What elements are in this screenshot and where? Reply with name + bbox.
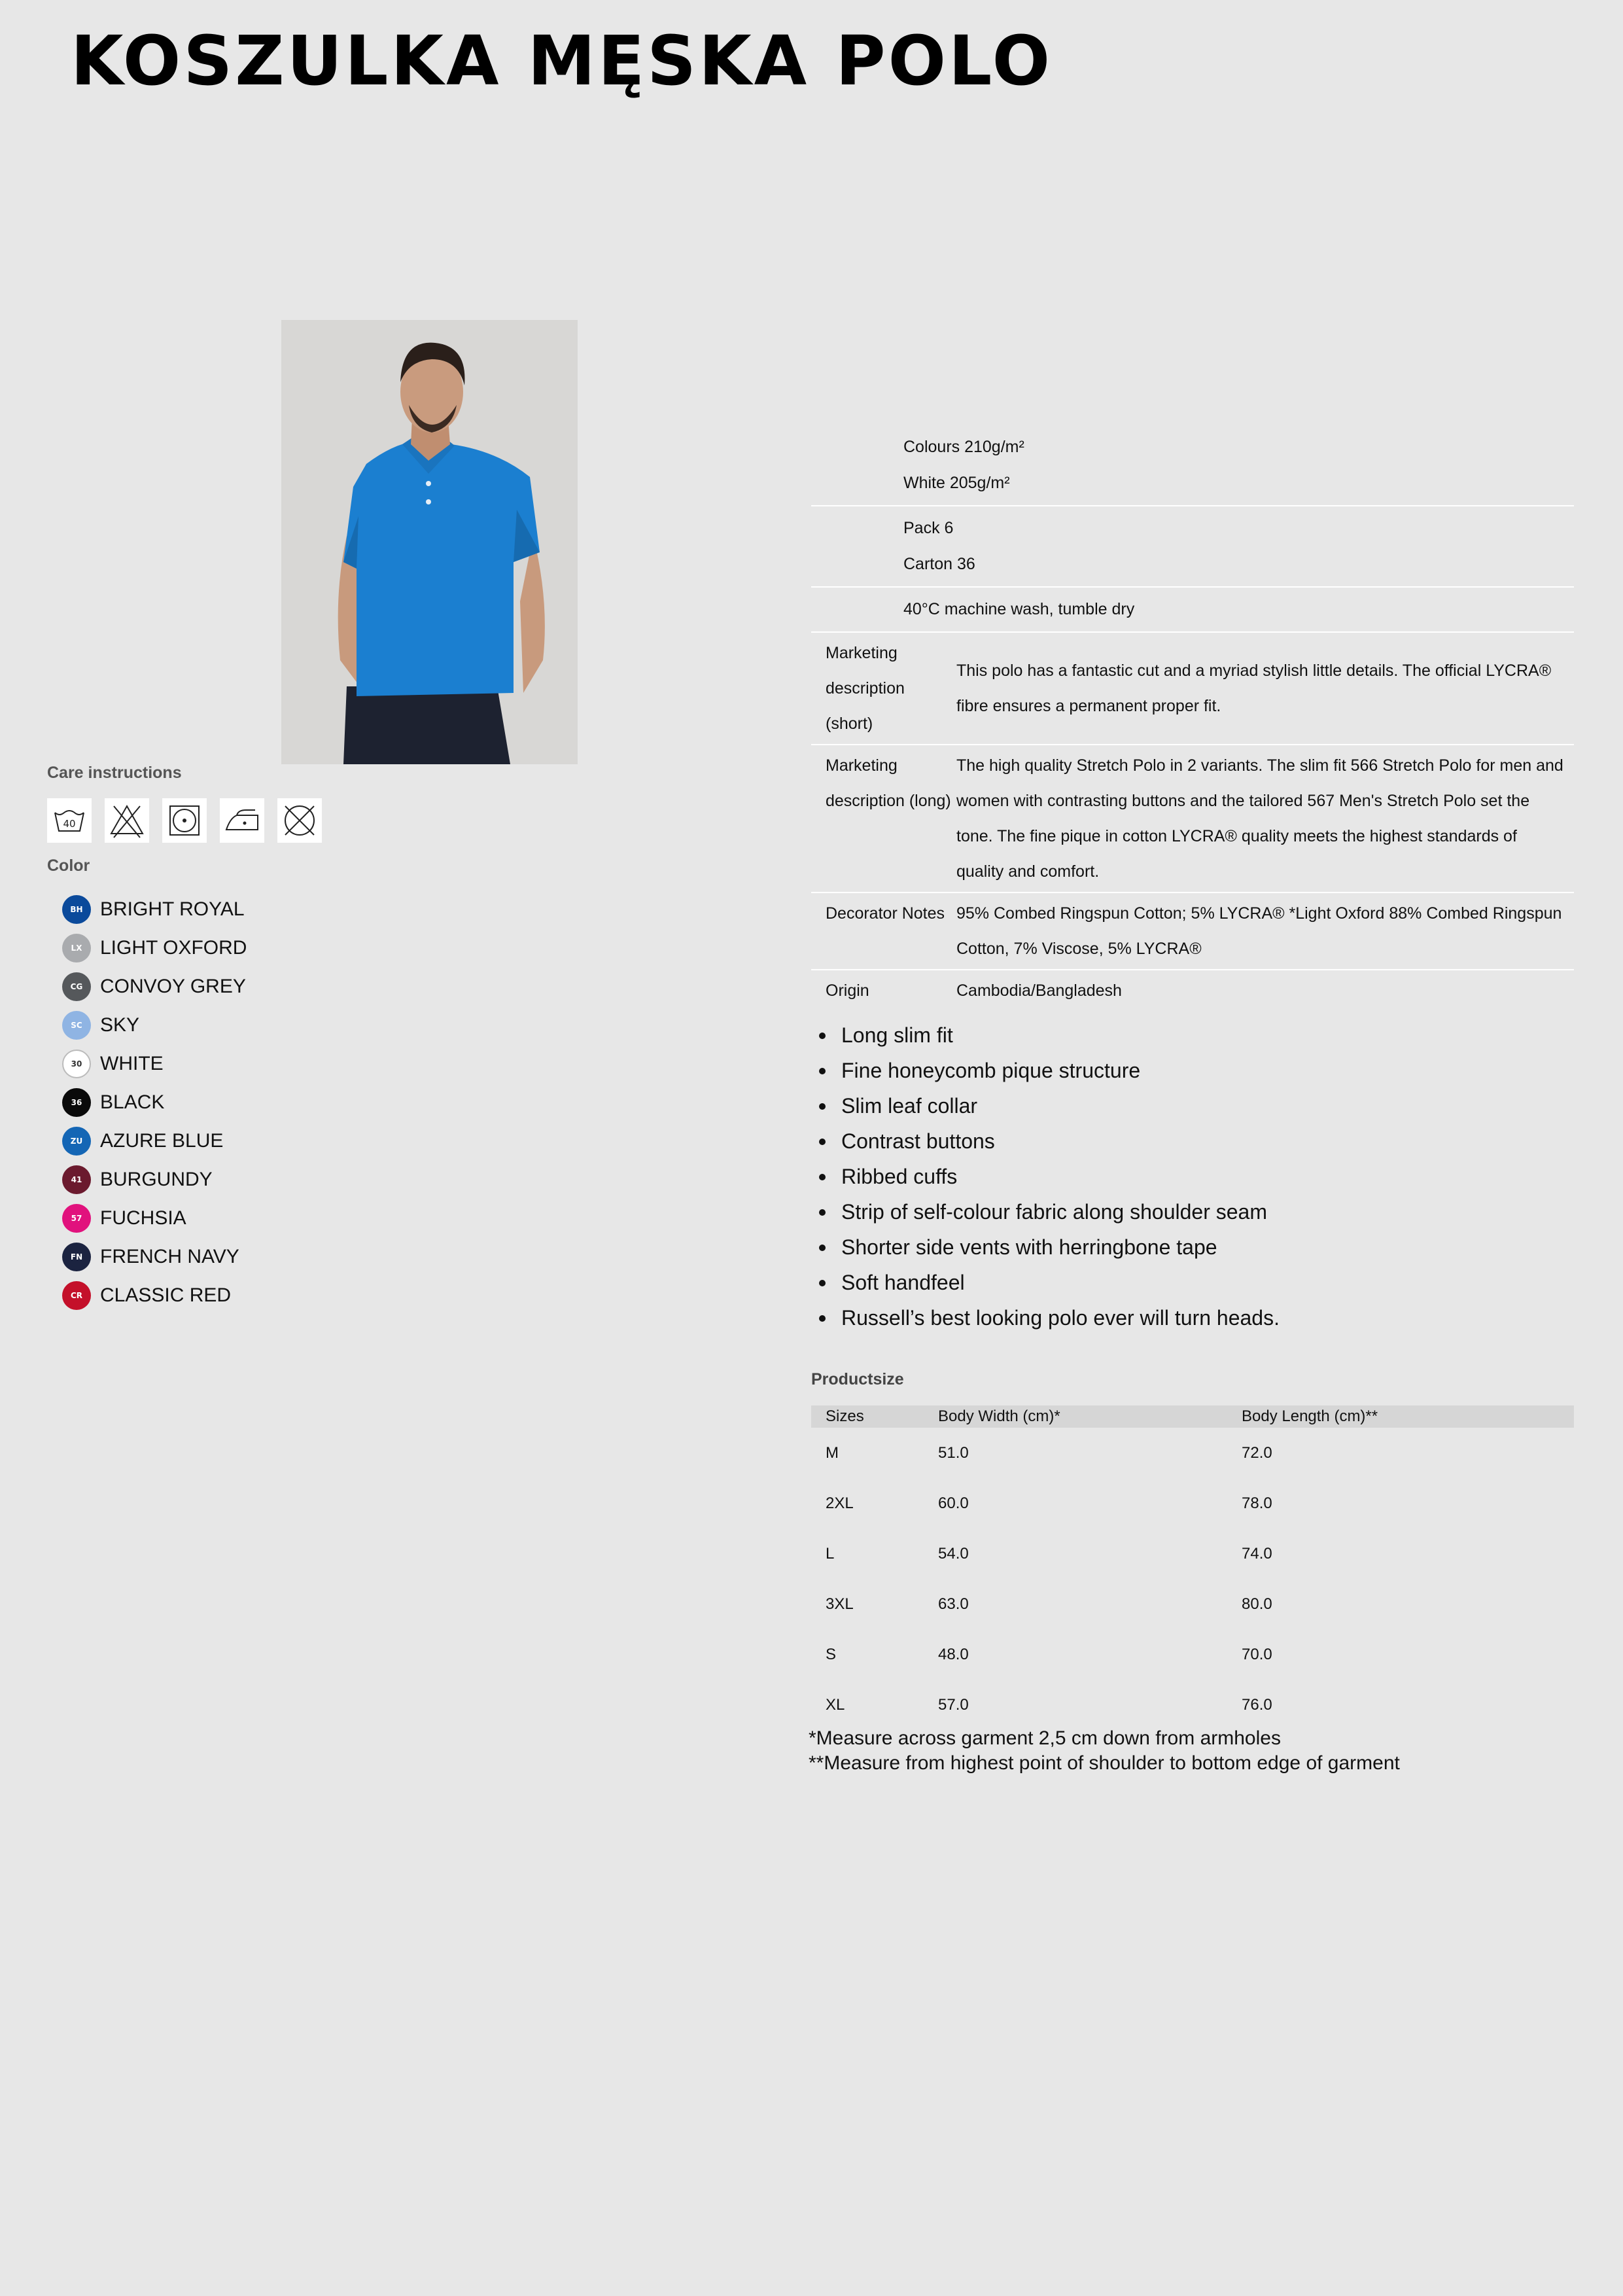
color-option-convoy-grey[interactable] — [62, 967, 247, 1006]
feature-item: Strip of self-colour fabric along shoulder seam — [811, 1194, 1570, 1229]
color-name: FUCHSIA — [100, 1207, 186, 1229]
color-swatch: 57 — [62, 1204, 91, 1233]
spec-value: The high quality Stretch Polo in 2 variants. The slim fit 566 Stretch Polo for men and women with contrasting buttons and the tailored 567 Men's Stretch Polo set the tone. The fine pique in cotton LYCRA® quality meets the highest standards of quality and comfort. — [956, 756, 1563, 881]
color-swatch: 41 — [62, 1165, 91, 1194]
size-cell: L — [826, 1545, 835, 1563]
productsize-heading: Productsize — [811, 1370, 904, 1388]
feature-list — [811, 1017, 1570, 1335]
size-table-header — [811, 1405, 1574, 1428]
spec-value: 95% Combed Ringspun Cotton; 5% LYCRA® *Light Oxford 88% Combed Ringspun Cotton, 7% Viscose, 5% LYCRA® — [956, 904, 1562, 958]
size-table — [811, 1405, 1574, 1730]
color-name: LIGHT OXFORD — [100, 936, 247, 959]
color-swatch: FN — [62, 1243, 91, 1271]
color-name: CLASSIC RED — [100, 1284, 232, 1306]
color-option-fuchsia[interactable] — [62, 1199, 247, 1237]
table-row — [811, 1478, 1574, 1528]
column-header-body-width: Body Width (cm)* — [938, 1407, 1060, 1425]
color-name: FRENCH NAVY — [100, 1245, 239, 1267]
spec-value: This polo has a fantastic cut and a myriad stylish little details. The official LYCRA® fibre ensures a permanent proper fit. — [956, 662, 1552, 715]
color-name: CONVOY GREY — [100, 975, 246, 997]
color-swatch: LX — [62, 934, 91, 963]
carton-size: Carton 36 — [903, 555, 975, 573]
svg-text:40: 40 — [63, 818, 76, 830]
care-icons-row — [47, 798, 322, 843]
feature-item: Slim leaf collar — [811, 1088, 1570, 1123]
column-header-sizes: Sizes — [826, 1407, 864, 1425]
feature-item: Russell’s best looking polo ever will turn heads. — [811, 1300, 1570, 1335]
color-name: SKY — [100, 1014, 140, 1036]
feature-item: Contrast buttons — [811, 1123, 1570, 1159]
table-row — [811, 1528, 1574, 1579]
feature-item: Long slim fit — [811, 1017, 1570, 1053]
color-name: BURGUNDY — [100, 1168, 213, 1190]
spec-label: Marketing description (short) — [826, 644, 905, 733]
packaging-group — [811, 506, 1574, 588]
iron-low-icon — [220, 798, 264, 843]
spec-row-marketing-long — [811, 745, 1574, 893]
width-measure-note: *Measure across garment 2,5 cm down from armholes — [809, 1727, 1281, 1749]
size-cell: XL — [826, 1696, 845, 1714]
color-option-bright-royal[interactable] — [62, 890, 247, 928]
wash-40-icon — [47, 798, 92, 843]
length-cell: 78.0 — [1242, 1494, 1272, 1512]
spec-row-marketing-short — [811, 633, 1574, 745]
color-option-classic-red[interactable] — [62, 1276, 247, 1315]
width-cell: 63.0 — [938, 1595, 969, 1613]
color-swatch: 30 — [62, 1050, 91, 1078]
length-cell: 70.0 — [1242, 1646, 1272, 1663]
feature-item: Fine honeycomb pique structure — [811, 1053, 1570, 1088]
color-option-white[interactable] — [62, 1044, 247, 1083]
color-swatch: CR — [62, 1281, 91, 1310]
weight-group — [811, 425, 1574, 506]
table-row — [811, 1428, 1574, 1478]
length-measure-note: **Measure from highest point of shoulder to bottom edge of garment — [809, 1752, 1400, 1774]
color-name: BRIGHT ROYAL — [100, 898, 245, 920]
width-cell: 51.0 — [938, 1444, 969, 1462]
color-option-burgundy[interactable] — [62, 1160, 247, 1199]
measurement-notes — [809, 1726, 1400, 1776]
color-list — [62, 890, 247, 1315]
weight-colours: Colours 210g/m² — [903, 438, 1024, 456]
length-cell: 80.0 — [1242, 1595, 1272, 1613]
spec-label: Origin — [826, 981, 869, 1000]
color-option-french-navy[interactable] — [62, 1237, 247, 1276]
color-option-light-oxford[interactable] — [62, 928, 247, 967]
spec-label: Decorator Notes — [826, 904, 945, 923]
length-cell: 72.0 — [1242, 1444, 1272, 1462]
length-cell: 74.0 — [1242, 1545, 1272, 1563]
model-in-polo-image — [281, 320, 578, 764]
washing-group — [811, 588, 1574, 633]
size-cell: 3XL — [826, 1595, 854, 1613]
no-bleach-icon — [105, 798, 149, 843]
size-cell: S — [826, 1646, 837, 1663]
page-title: KOSZULKA MĘSKA POLO — [71, 21, 1053, 101]
color-swatch: SC — [62, 1011, 91, 1040]
length-cell: 76.0 — [1242, 1696, 1272, 1714]
washing-instructions: 40°C machine wash, tumble dry — [903, 600, 1135, 618]
size-cell: 2XL — [826, 1494, 854, 1512]
no-dry-clean-icon — [277, 798, 322, 843]
feature-item: Shorter side vents with herringbone tape — [811, 1229, 1570, 1265]
pack-size: Pack 6 — [903, 519, 954, 537]
size-cell: M — [826, 1444, 839, 1462]
weight-white: White 205g/m² — [903, 474, 1010, 492]
color-name: WHITE — [100, 1052, 164, 1074]
width-cell: 48.0 — [938, 1646, 969, 1663]
table-row — [811, 1680, 1574, 1730]
color-name: BLACK — [100, 1091, 165, 1113]
table-row — [811, 1579, 1574, 1629]
tumble-dry-icon — [162, 798, 207, 843]
color-swatch: 36 — [62, 1088, 91, 1117]
table-row — [811, 1629, 1574, 1680]
feature-item: Ribbed cuffs — [811, 1159, 1570, 1194]
color-option-black[interactable] — [62, 1083, 247, 1122]
width-cell: 60.0 — [938, 1494, 969, 1512]
spec-label: Marketing description (long) — [826, 756, 951, 810]
product-photo — [281, 320, 578, 764]
color-swatch: CG — [62, 972, 91, 1001]
spec-value: Cambodia/Bangladesh — [956, 981, 1122, 1000]
spec-row-origin — [811, 970, 1574, 1011]
color-swatch: BH — [62, 895, 91, 924]
color-swatch: ZU — [62, 1127, 91, 1156]
spec-row-decorator-notes — [811, 893, 1574, 970]
color-name: AZURE BLUE — [100, 1129, 224, 1152]
feature-item: Soft handfeel — [811, 1265, 1570, 1300]
color-option-sky[interactable] — [62, 1006, 247, 1044]
width-cell: 57.0 — [938, 1696, 969, 1714]
specifications-table — [811, 425, 1574, 1011]
color-option-azure-blue[interactable] — [62, 1122, 247, 1160]
care-instructions-heading: Care instructions — [47, 764, 182, 782]
color-heading: Color — [47, 857, 90, 875]
width-cell: 54.0 — [938, 1545, 969, 1563]
column-header-body-length: Body Length (cm)** — [1242, 1407, 1378, 1425]
